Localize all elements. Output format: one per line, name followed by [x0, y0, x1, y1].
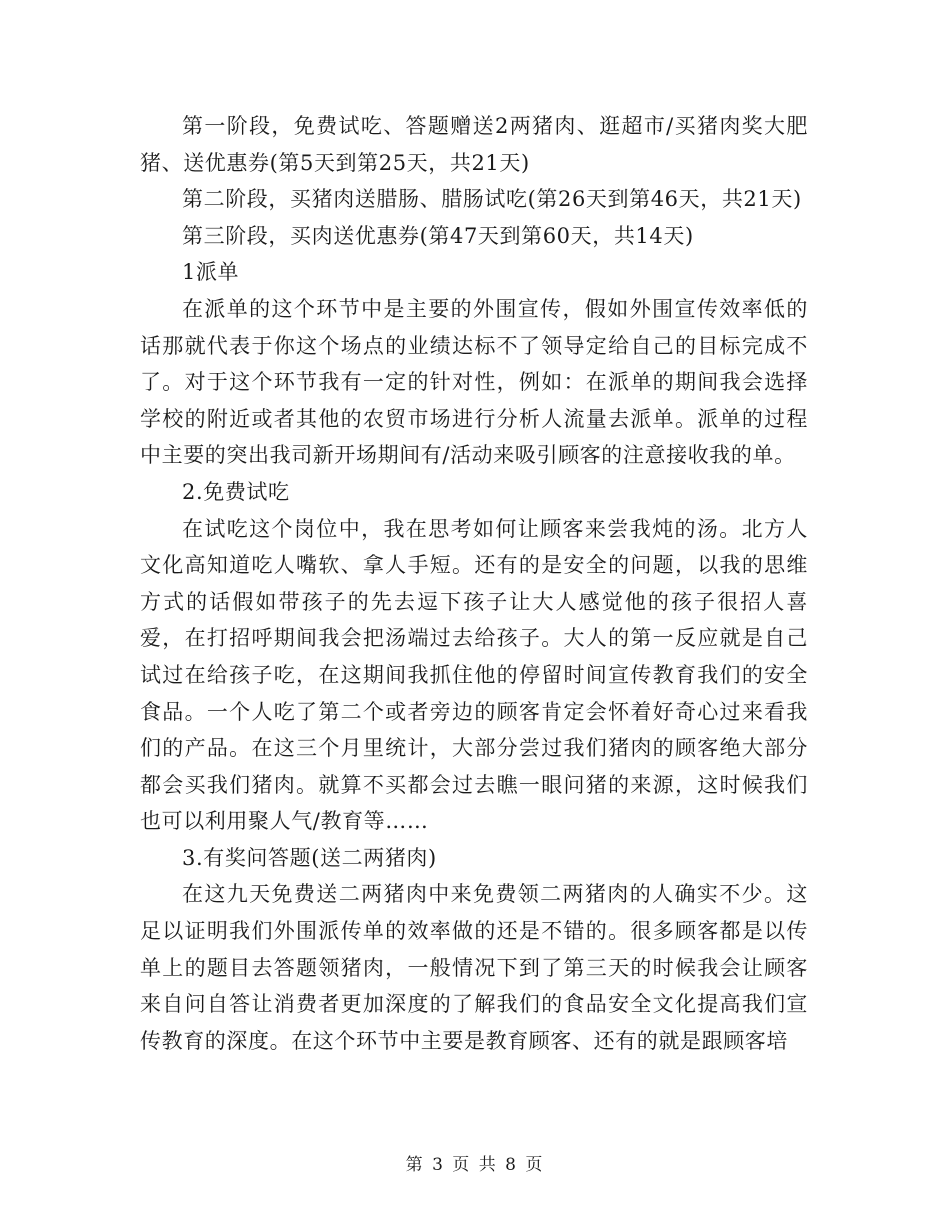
section-heading-free-tasting: 2.免费试吃 [182, 479, 290, 504]
paragraph-stage-three: 第三阶段，买肉送优惠券(第47天到第60天，共14天) [182, 223, 694, 248]
document-body [140, 108, 808, 1059]
paragraph-free-tasting: 在试吃这个岗位中，我在思考如何让顾客来尝我炖的汤。北方人文化高知道吃人嘴软、拿人手短。还有的是安全的问题，以我的思维方式的话假如带孩子的先去逗下孩子让大人感觉他的孩子很招人喜爱，在打招呼期间我会把汤端过去给孩子。大人的第一反应就是自己试过在给孩子吃，在这期间我抓住他的停留时间宣传教育我们的安全食品。一个人吃了第二个或者旁边的顾客肯定会怀着好奇心过来看我们的产品。在这三个月里统计，大部分尝过我们猪肉的顾客绝大部分都会买我们猪肉。就算不买都会过去瞧一眼问猪的来源，这时候我们也可以利用聚人气/教育等…… [140, 516, 808, 834]
section-heading-flyers: 1派单 [182, 260, 240, 285]
paragraph-flyers: 在派单的这个环节中是主要的外围宣传，假如外围宣传效率低的话那就代表于你这个场点的业绩达标不了领导定给自己的目标完成不了。对于这个环节我有一定的针对性，例如：在派单的期间我会选择学校的附近或者其他的农贸市场进行分析人流量去派单。派单的过程中主要的突出我司新开场期间有/活动来吸引顾客的注意接收我的单。 [140, 296, 808, 468]
section-heading-quiz: 3.有奖问答题(送二两猪肉) [182, 845, 437, 870]
paragraph-quiz: 在这九天免费送二两猪肉中来免费领二两猪肉的人确实不少。这足以证明我们外围派传单的效率做的还是不错的。很多顾客都是以传单上的题目去答题领猪肉，一般情况下到了第三天的时候我会让顾客来自问自答让消费者更加深度的了解我们的食品安全文化提高我们宣传教育的深度。在这个环节中主要是教育顾客、还有的就是跟顾客培 [140, 882, 808, 1053]
page-footer: 第 3 页 共 8 页 [405, 1155, 545, 1175]
paragraph-stage-one: 第一阶段，免费试吃、答题赠送2两猪肉、逛超市/买猪肉奖大肥猪、送优惠券(第5天到第25天，共21天) [140, 114, 808, 175]
paragraph-stage-two: 第二阶段，买猪肉送腊肠、腊肠试吃(第26天到第46天，共21天) [182, 187, 802, 212]
